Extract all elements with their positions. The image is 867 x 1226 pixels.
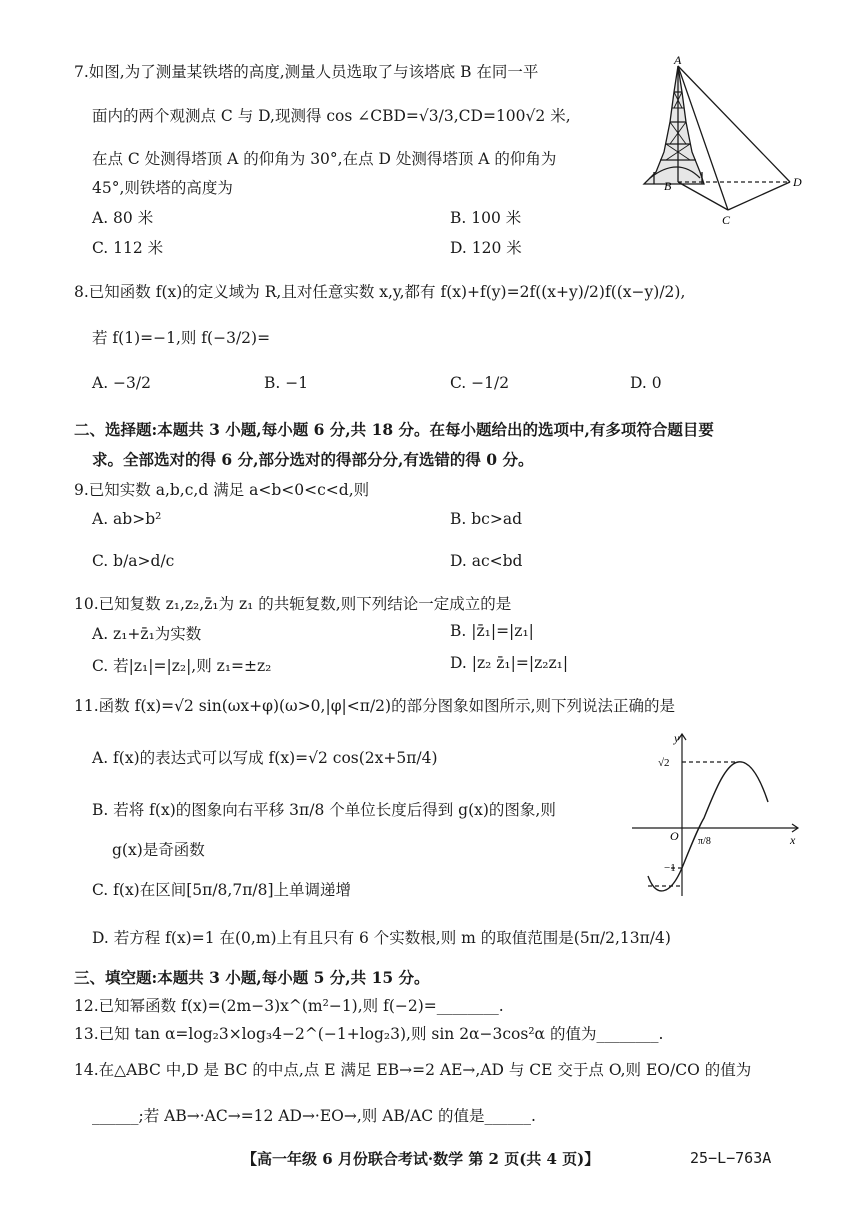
q10-option-b: B. |z̄₁|=|z₁|	[450, 622, 534, 640]
q14-line2: ______;若 AB→·AC→=12 AD→·EO→,则 AB/AC 的值是______.	[92, 1107, 536, 1125]
q8-line1: 8.已知函数 f(x)的定义域为 R,且对任意实数 x,y,都有 f(x)+f(y)=2f((x+y)/2)f((x−y)/2),	[74, 283, 686, 301]
q11-axis-y-label: y	[674, 731, 680, 745]
q10-stem: 10.已知复数 z₁,z₂,z̄₁为 z₁ 的共轭复数,则下列结论一定成立的是	[74, 595, 512, 613]
q7-label-c: C	[722, 213, 731, 227]
q10-option-a: A. z₁+z̄₁为实数	[92, 625, 202, 643]
section3-heading: 三、填空题:本题共 3 小题,每小题 5 分,共 15 分。	[74, 968, 430, 987]
q9-option-c: C. b/a>d/c	[92, 552, 175, 570]
footer-code: 25−L−763A	[690, 1149, 772, 1167]
q8-line2: 若 f(1)=−1,则 f(−3/2)=	[92, 329, 271, 347]
q10-option-c: C. 若|z₁|=|z₂|,则 z₁=±z₂	[92, 657, 272, 675]
q11-option-a: A. f(x)的表达式可以写成 f(x)=√2 cos(2x+5π/4)	[92, 749, 438, 767]
q7-tower-figure	[630, 52, 810, 232]
q8-option-a: A. −3/2	[92, 374, 151, 392]
q11-option-b-line1: B. 若将 f(x)的图象向右平移 3π/8 个单位长度后得到 g(x)的图象,则	[92, 801, 556, 819]
q7-label-b: B	[664, 179, 672, 193]
q7-line1: 7.如图,为了测量某铁塔的高度,测量人员选取了与该塔底 B 在同一平	[74, 63, 539, 81]
q11-pi8-label: π/8	[698, 836, 711, 847]
q11-option-d: D. 若方程 f(x)=1 在(0,m)上有且只有 6 个实数根,则 m 的取值范围是(5π/2,13π/4)	[92, 929, 671, 947]
q13-text: 13.已知 tan α=log₂3×log₃4−2^(−1+log₂3),则 sin 2α−3cos²α 的值为________.	[74, 1025, 664, 1043]
q7-option-a: A. 80 米	[92, 209, 154, 227]
q11-axis-x-label: x	[790, 833, 796, 847]
section2-heading-line1: 二、选择题:本题共 3 小题,每小题 6 分,共 18 分。在每小题给出的选项中,有多项符合题目要	[74, 420, 714, 439]
q10-option-d: D. |z₂ z̄₁|=|z₂z₁|	[450, 654, 569, 672]
q11-origin-label: O	[670, 829, 679, 843]
q9-stem: 9.已知实数 a,b,c,d 满足 a<b<0<c<d,则	[74, 481, 370, 499]
q7-option-d: D. 120 米	[450, 239, 522, 257]
q8-option-c: C. −1/2	[450, 374, 510, 392]
q12-text: 12.已知幂函数 f(x)=(2m−3)x^(m²−1),则 f(−2)=________.	[74, 997, 504, 1015]
q8-option-d: D. 0	[630, 374, 662, 392]
q9-option-d: D. ac<bd	[450, 552, 523, 570]
q7-label-d: D	[793, 175, 802, 189]
q11-sqrt2-label: √2	[658, 757, 670, 769]
q9-option-b: B. bc>ad	[450, 510, 522, 528]
q11-neg1-label: −1	[664, 862, 676, 874]
q7-line3: 在点 C 处测得塔顶 A 的仰角为 30°,在点 D 处测得塔顶 A 的仰角为	[92, 150, 557, 168]
q7-label-a: A	[674, 53, 682, 67]
q7-option-b: B. 100 米	[450, 209, 522, 227]
q7-line2: 面内的两个观测点 C 与 D,现测得 cos ∠CBD=√3/3,CD=100√2 米,	[92, 107, 571, 125]
q7-option-c: C. 112 米	[92, 239, 164, 257]
q11-sine-graph	[628, 726, 808, 906]
section2-heading-line2: 求。全部选对的得 6 分,部分选对的得部分分,有选错的得 0 分。	[92, 450, 534, 469]
q14-line1: 14.在△ABC 中,D 是 BC 的中点,点 E 满足 EB→=2 AE→,AD 与 CE 交于点 O,则 EO/CO 的值为	[74, 1061, 752, 1079]
q11-stem: 11.函数 f(x)=√2 sin(ωx+φ)(ω>0,|φ|<π/2)的部分图象如图所示,则下列说法正确的是	[74, 697, 676, 715]
q11-option-c: C. f(x)在区间[5π/8,7π/8]上单调递增	[92, 881, 352, 899]
q7-line4: 45°,则铁塔的高度为	[92, 179, 233, 197]
q8-option-b: B. −1	[264, 374, 309, 392]
q9-option-a: A. ab>b²	[92, 510, 162, 528]
q11-option-b-line2: g(x)是奇函数	[112, 841, 205, 859]
footer-title: 【高一年级 6 月份联合考试·数学 第 2 页(共 4 页)】	[242, 1150, 600, 1168]
